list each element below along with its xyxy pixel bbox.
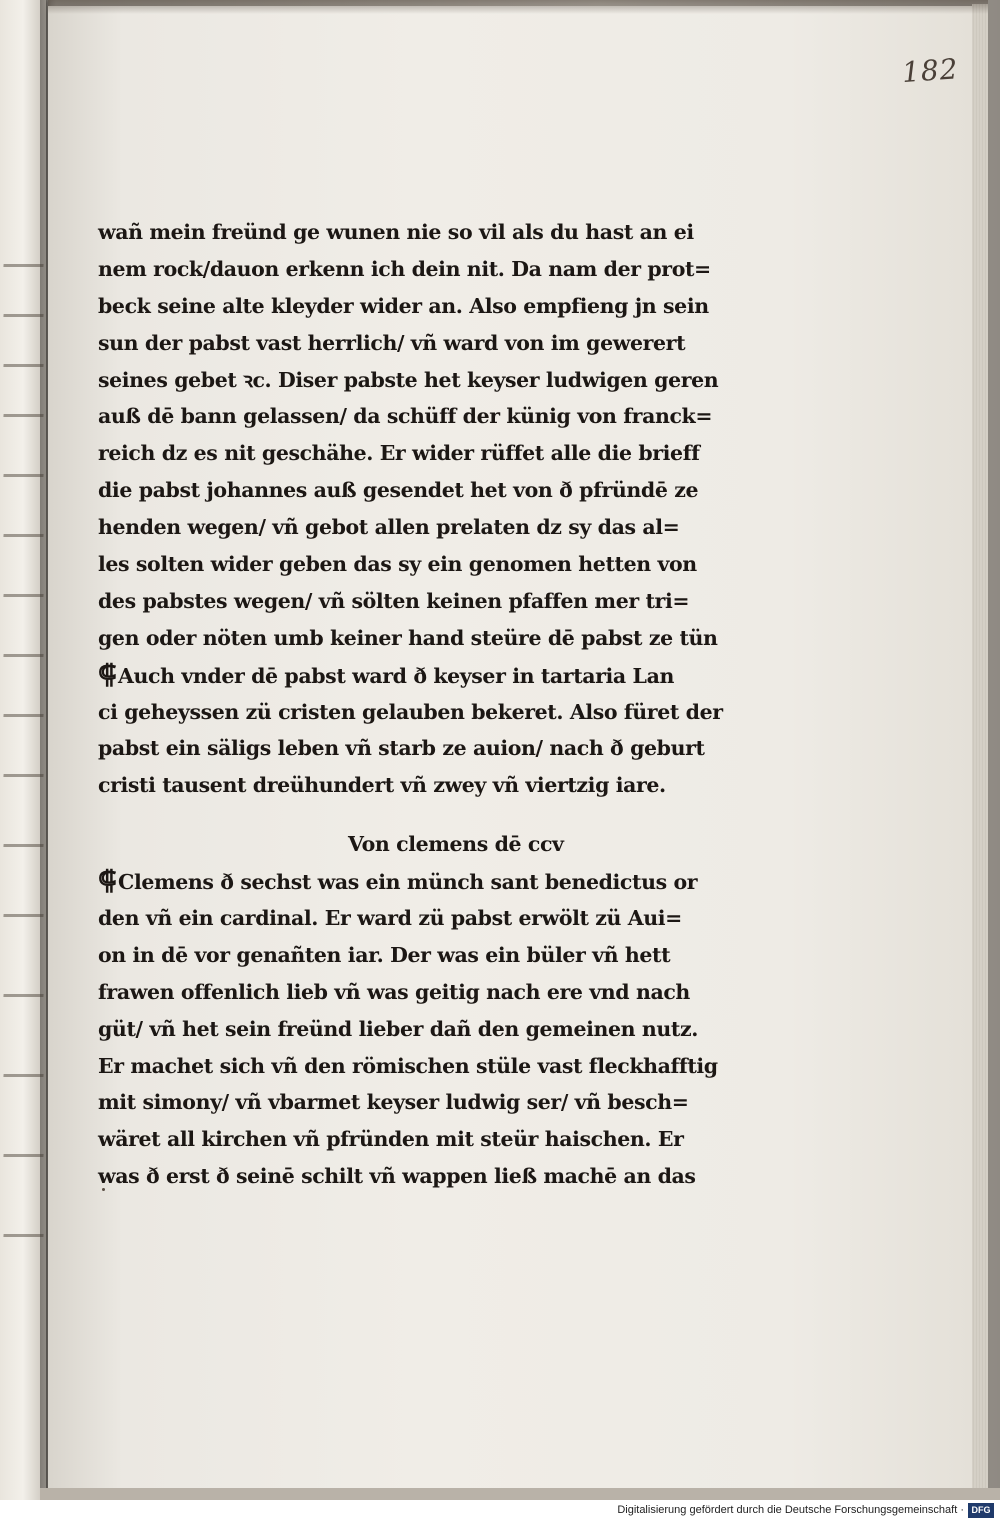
- text-line-with-pilcrow: [98, 657, 698, 694]
- prev-page-text-fragment: [3, 350, 44, 367]
- prev-page-text-fragment: [3, 760, 44, 777]
- footer-bar: [0, 1500, 1000, 1522]
- text-line: seines gebet ꝛc. Diser pabste het keyser ludwigen geren: [98, 367, 719, 392]
- prev-page-text-fragment: [3, 460, 44, 477]
- paragraph-2: [98, 863, 718, 1195]
- text-line: on in dē vor genañten iar. Der was ein büler vñ hett: [98, 942, 671, 967]
- pilcrow-mark: ⸿: [98, 866, 117, 897]
- prev-page-text-fragment: [3, 1140, 44, 1157]
- text-line: henden wegen/ vñ gebot allen prelaten dz sy das al=: [98, 515, 680, 540]
- text-line: beck seine alte kleyder wider an. Also empfieng jn sein: [98, 293, 709, 318]
- prev-page-text-fragment: [3, 1220, 44, 1237]
- section-heading: Von clemens dē ccv: [348, 832, 564, 857]
- funding-credit: Digitalisierung gefördert durch die Deutsche Forschungsgemeinschaft ·: [617, 1504, 964, 1516]
- text-line: cristi tausent dreühundert vñ zwey vñ viertzig iare.: [98, 773, 666, 798]
- text-line: sun der pabst vast herrlich/ vñ ward von im gewerert: [98, 330, 686, 355]
- prev-page-text-fragment: [3, 580, 44, 597]
- text-line: Er machet sich vñ den römischen stüle vast fleckhafftig: [98, 1053, 718, 1078]
- text-line: den vñ ein cardinal. Er ward zü pabst erwölt zü Aui=: [98, 906, 682, 931]
- prev-page-text-fragment: [3, 700, 44, 717]
- prev-page-text-fragment: [3, 830, 44, 847]
- prev-page-text-fragment: [3, 1060, 44, 1077]
- text-line: wañ mein freünd ge wunen nie so vil als du hast an ei: [98, 220, 694, 244]
- text-line: gen oder nöten umb keiner hand steüre dē pabst ze tün: [98, 625, 718, 650]
- text-line: les solten wider geben das sy ein genomen hetten von: [98, 552, 697, 577]
- text-line: pabst ein säligs leben vñ starb ze auion/ nach ð geburt: [98, 736, 705, 761]
- ink-speck: [102, 1188, 105, 1191]
- pilcrow-mark: ⸿: [98, 659, 117, 690]
- prev-page-text-fragment: [3, 900, 44, 917]
- bottom-edge: [40, 1488, 1000, 1500]
- text-line: die pabst johannes auß gesendet het von ð pfründē ze: [98, 478, 699, 503]
- text-line: wäret all kirchen vñ pfründen mit steür haischen. Er: [98, 1127, 684, 1152]
- prev-page-text-fragment: [3, 980, 44, 997]
- dfg-logo: DFG: [968, 1503, 994, 1518]
- text-line: des pabstes wegen/ vñ sölten keinen pfaffen mer tri=: [98, 588, 690, 613]
- prev-page-text-fragment: [3, 640, 44, 657]
- text-line: mit simony/ vñ vbarmet keyser ludwig ser/ vñ besch=: [98, 1090, 689, 1115]
- prev-page-text-fragment: [3, 520, 44, 537]
- text-line: frawen offenlich lieb vñ was geitig nach ere vnd nach: [98, 979, 690, 1004]
- text-line-with-pilcrow: [98, 863, 698, 900]
- paragraph-1: [98, 214, 723, 804]
- page-stack-edge: [972, 4, 988, 1494]
- text-line: was ð erst ð seinē schilt vñ wappen ließ machē an das: [98, 1164, 696, 1189]
- text-block: [98, 214, 723, 1195]
- top-edge-shadow: [48, 0, 988, 14]
- prev-page-text-fragment: [3, 250, 44, 267]
- text-line: auß dē bann gelassen/ da schüff der künig von franck=: [98, 404, 713, 429]
- text-line: Clemens ð sechst was ein münch sant benedictus or: [118, 870, 698, 895]
- prev-page-text-fragment: [3, 300, 44, 317]
- text-line: reich dz es nit geschähe. Er wider rüffet alle die brieff: [98, 441, 700, 466]
- text-line: Auch vnder dē pabst ward ð keyser in tartaria Lan: [118, 663, 674, 688]
- prev-page-text-fragment: [3, 400, 44, 417]
- folio-number: 182: [900, 52, 960, 90]
- text-line: güt/ vñ het sein freünd lieber dañ den gemeinen nutz.: [98, 1016, 698, 1041]
- text-line: nem rock/dauon erkenn ich dein nit. Da nam der prot=: [98, 256, 711, 281]
- text-line: ci geheyssen zü cristen gelauben bekeret. Also füret der: [98, 699, 723, 724]
